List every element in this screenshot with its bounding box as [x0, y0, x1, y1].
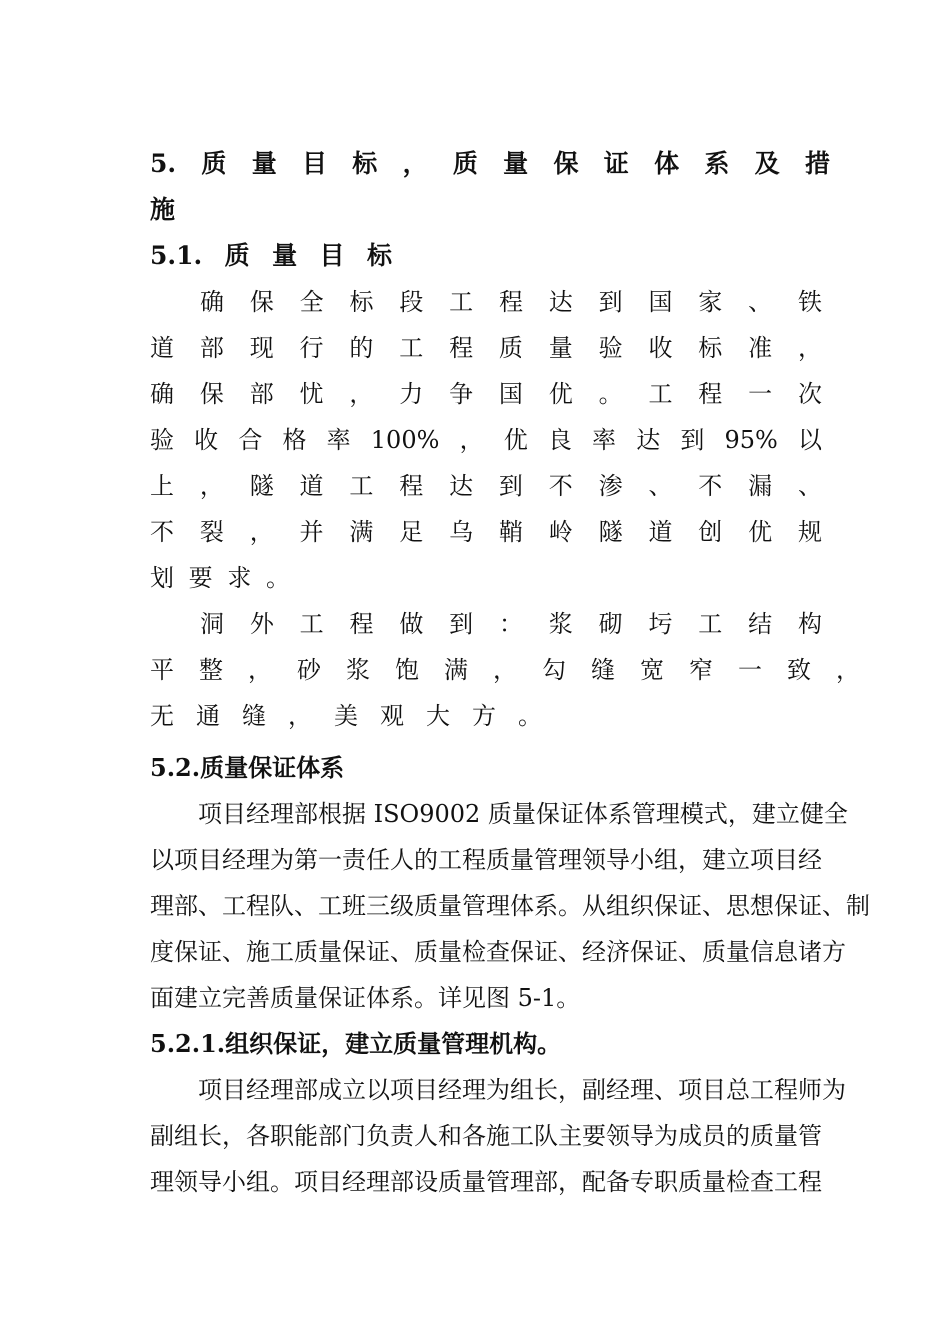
- section-5-2-1-heading: 5.2.1.组织保证，建立质量管理机构。: [150, 1029, 562, 1058]
- text-token: 足: [399, 518, 424, 546]
- section-5-title-line-2: 施: [150, 195, 176, 224]
- paragraph-line: [200, 279, 822, 325]
- section-5-1-heading: [150, 233, 392, 279]
- text-token: 良: [547, 426, 572, 454]
- text-token: 5.1.: [150, 241, 203, 270]
- text-token: 整: [199, 656, 223, 684]
- paragraph-line: [150, 509, 822, 555]
- text-token: 通: [196, 702, 220, 730]
- text-token: 渗: [598, 472, 623, 500]
- text-token: 现: [249, 334, 274, 362]
- text-token: 达: [449, 472, 474, 500]
- text-token: 窄: [689, 656, 713, 684]
- text-token: 收: [194, 426, 219, 454]
- paragraph-line: [150, 555, 290, 601]
- text-token: 标: [349, 288, 374, 316]
- text-token: 率: [326, 426, 351, 454]
- text-token: 美: [334, 702, 358, 730]
- text-token: 。: [518, 702, 542, 730]
- text-token: 砂: [297, 656, 321, 684]
- text-token: 致: [787, 656, 811, 684]
- text-token: 满: [349, 518, 374, 546]
- text-token: 规: [797, 518, 822, 546]
- text-token: 标: [352, 149, 378, 178]
- text-token: ，: [349, 380, 374, 408]
- text-token: 标: [366, 241, 392, 270]
- text-token: 缝: [242, 702, 266, 730]
- paragraph-line: [150, 325, 822, 371]
- text-token: 优: [548, 380, 573, 408]
- text-token: 优: [748, 518, 773, 546]
- section-5-1-paragraph-1: [150, 279, 850, 601]
- section-5-2-1: [150, 1021, 850, 1205]
- text-token: 部: [249, 380, 274, 408]
- text-token: 到: [680, 426, 705, 454]
- text-token: 结: [748, 610, 773, 638]
- text-token: 到: [498, 472, 523, 500]
- section-5-title: [150, 141, 830, 233]
- text-token: 格: [282, 426, 307, 454]
- text-token: 工: [349, 472, 374, 500]
- text-token: 准: [748, 334, 773, 362]
- text-token: 岭: [548, 518, 573, 546]
- text-token: 砌: [598, 610, 623, 638]
- text-token: 缝: [591, 656, 615, 684]
- text-token: 观: [380, 702, 404, 730]
- text-token: 次: [797, 380, 822, 408]
- text-token: ，: [288, 702, 312, 730]
- paragraph-line: [150, 371, 822, 417]
- text-token: 平: [150, 656, 174, 684]
- paragraph-line: 项目经理部成立以项目经理为组长，副经理、项目总工程师为: [198, 1076, 846, 1104]
- text-token: 到: [598, 288, 623, 316]
- text-token: 程: [399, 472, 424, 500]
- text-token: 忧: [299, 380, 324, 408]
- text-token: 争: [449, 380, 474, 408]
- text-token: 质: [452, 149, 478, 178]
- text-token: 、: [748, 288, 773, 316]
- text-token: 程: [349, 610, 374, 638]
- text-token: 质: [498, 334, 523, 362]
- text-token: 验: [150, 426, 174, 454]
- text-token: 道: [648, 518, 673, 546]
- text-token: 道: [299, 472, 324, 500]
- paragraph-line: [150, 463, 822, 509]
- text-token: 。: [598, 380, 623, 408]
- text-token: 上: [150, 472, 174, 500]
- text-token: 部: [199, 334, 224, 362]
- text-token: ：: [498, 610, 523, 638]
- text-token: 达: [636, 426, 661, 454]
- paragraph-line: 理领导小组。项目经理部设质量管理部，配备专职质量检查工程: [150, 1168, 822, 1196]
- text-token: 证: [603, 149, 629, 178]
- text-token: ，: [249, 518, 274, 546]
- text-token: 措: [804, 149, 830, 178]
- section-5-2: [150, 745, 870, 1021]
- text-token: 工: [698, 610, 723, 638]
- text-token: 质: [224, 241, 250, 270]
- text-token: 确: [200, 288, 224, 316]
- text-token: 收: [648, 334, 673, 362]
- text-token: 一: [738, 656, 762, 684]
- section-5-2-heading: 5.2.质量保证体系: [150, 753, 345, 782]
- text-token: 隧: [249, 472, 274, 500]
- text-token: 浆: [346, 656, 370, 684]
- paragraph-line: [200, 601, 822, 647]
- text-token: 程: [449, 334, 474, 362]
- text-token: 工: [399, 334, 424, 362]
- text-token: 验: [598, 334, 623, 362]
- text-token: ，: [248, 656, 272, 684]
- paragraph-line: 度保证、施工质量保证、质量检查保证、经济保证、质量信息诸方: [150, 938, 846, 966]
- text-token: 力: [399, 380, 424, 408]
- text-token: 程: [498, 288, 523, 316]
- text-token: 量: [251, 149, 277, 178]
- text-token: 家: [698, 288, 723, 316]
- text-token: 做: [399, 610, 424, 638]
- text-token: 5.: [150, 149, 177, 178]
- text-token: 优: [503, 426, 528, 454]
- text-token: 不: [698, 472, 723, 500]
- text-token: 勾: [542, 656, 566, 684]
- text-token: 并: [299, 518, 324, 546]
- text-token: ，: [836, 656, 860, 684]
- text-token: 质: [201, 149, 227, 178]
- text-token: 以: [798, 426, 822, 454]
- text-token: 目: [301, 149, 327, 178]
- text-token: 宽: [640, 656, 664, 684]
- text-token: 构: [797, 610, 822, 638]
- text-token: 一: [748, 380, 773, 408]
- section-5-1-paragraph-2: [150, 601, 860, 739]
- text-token: 裂: [199, 518, 224, 546]
- text-token: 要: [188, 564, 213, 592]
- section-5-title-line-1: [150, 141, 830, 187]
- text-token: 方: [472, 702, 496, 730]
- text-token: 满: [444, 656, 468, 684]
- text-token: 工: [648, 380, 673, 408]
- text-token: 、: [648, 472, 673, 500]
- text-token: ，: [199, 472, 224, 500]
- text-token: ，: [402, 149, 428, 178]
- text-token: 量: [548, 334, 573, 362]
- text-token: 系: [704, 149, 730, 178]
- text-token: 量: [503, 149, 529, 178]
- text-token: 漏: [748, 472, 773, 500]
- text-token: 100%: [370, 426, 440, 454]
- text-token: ，: [493, 656, 517, 684]
- text-token: 标: [698, 334, 723, 362]
- text-token: 浆: [548, 610, 573, 638]
- text-token: 全: [299, 288, 324, 316]
- text-token: 程: [698, 380, 723, 408]
- text-token: 到: [449, 610, 474, 638]
- text-token: 创: [698, 518, 723, 546]
- text-token: 、: [797, 472, 822, 500]
- text-token: 国: [498, 380, 523, 408]
- text-token: 达: [548, 288, 573, 316]
- text-token: 行: [299, 334, 324, 362]
- paragraph-line: 副组长，各职能部门负责人和各施工队主要领导为成员的质量管: [150, 1122, 822, 1150]
- text-token: 。: [265, 564, 290, 592]
- text-token: 的: [349, 334, 374, 362]
- text-token: 合: [238, 426, 263, 454]
- text-token: ，: [459, 426, 484, 454]
- text-token: 国: [648, 288, 673, 316]
- text-token: 保: [553, 149, 579, 178]
- text-token: 隧: [598, 518, 623, 546]
- paragraph-line: [150, 693, 542, 739]
- paragraph-line: 理部、工程队、工班三级质量管理体系。从组织保证、思想保证、制: [150, 892, 870, 920]
- text-token: 及: [754, 149, 780, 178]
- text-token: 率: [592, 426, 617, 454]
- text-token: 铁: [797, 288, 822, 316]
- paragraph-line: 项目经理部根据 ISO9002 质量保证体系管理模式，建立健全: [198, 800, 848, 828]
- text-token: 工: [299, 610, 324, 638]
- text-token: 体: [654, 149, 680, 178]
- text-token: 求: [227, 564, 252, 592]
- text-token: 工: [449, 288, 474, 316]
- text-token: 划: [150, 564, 174, 592]
- text-token: 外: [249, 610, 274, 638]
- paragraph-line: 面建立完善质量保证体系。详见图 5-1。: [150, 984, 581, 1012]
- text-token: 段: [399, 288, 424, 316]
- text-token: 饱: [395, 656, 419, 684]
- paragraph-line: [150, 417, 822, 463]
- text-token: ，: [797, 334, 822, 362]
- paragraph-line: [150, 647, 860, 693]
- text-token: 乌: [449, 518, 474, 546]
- text-token: 道: [150, 334, 174, 362]
- text-token: 不: [150, 518, 174, 546]
- text-token: 鞘: [498, 518, 523, 546]
- text-token: 量: [272, 241, 298, 270]
- text-token: 保: [249, 288, 274, 316]
- text-token: 目: [319, 241, 345, 270]
- text-token: 圬: [648, 610, 673, 638]
- text-token: 大: [426, 702, 450, 730]
- paragraph-line: 以项目经理为第一责任人的工程质量管理领导小组，建立项目经: [150, 846, 822, 874]
- text-token: 95%: [724, 426, 778, 454]
- text-token: 不: [548, 472, 573, 500]
- text-token: 洞: [200, 610, 224, 638]
- text-token: 无: [150, 702, 174, 730]
- text-token: 确: [150, 380, 174, 408]
- text-token: 保: [199, 380, 224, 408]
